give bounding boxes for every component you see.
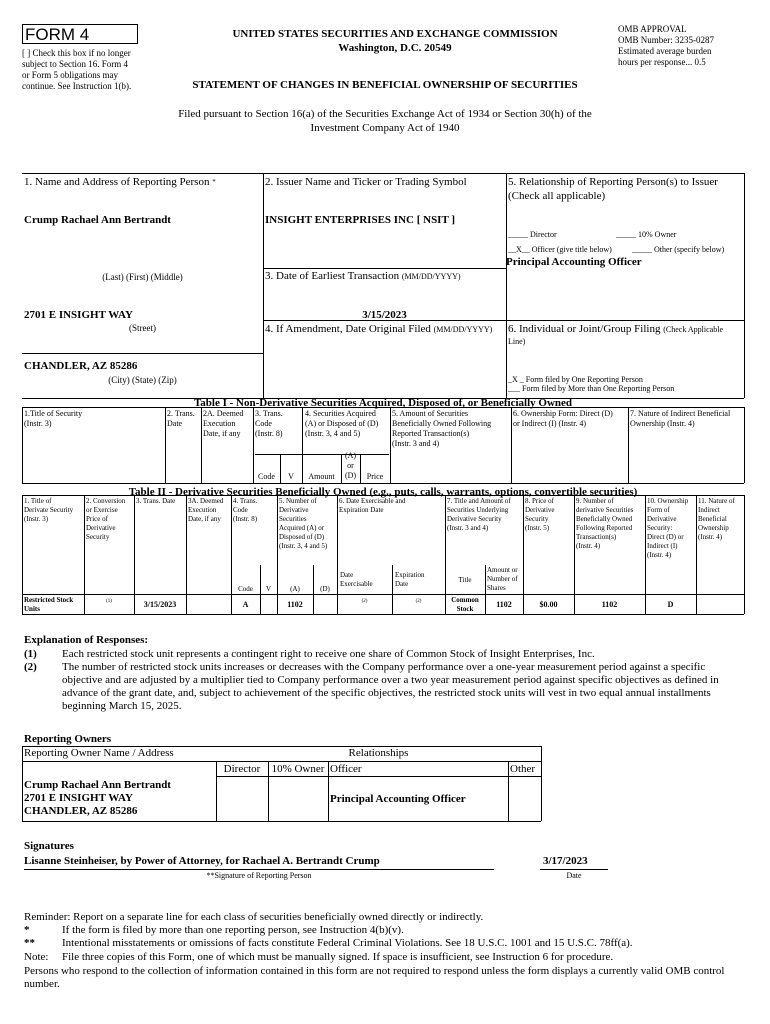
t2-col-nature (698, 497, 735, 542)
t2-header-line: Date, if any (188, 515, 221, 523)
t2-sub-line: Exercisable (340, 580, 373, 588)
owners-col-relationships: Relationships (348, 747, 409, 759)
t2-col-title (24, 497, 84, 524)
t2-header-line: Price of (86, 515, 108, 523)
t2-sub-line: Number of (487, 575, 518, 583)
t1-header-line: 1.Title of Security (24, 409, 83, 418)
explanation-text: Each restricted stock unit represents a contingent right to receive one share of Common Stock of Insight Enterprises, Inc. (62, 648, 595, 660)
t2-sub-line: Date (340, 571, 354, 579)
owners-col-other: Other (510, 763, 536, 775)
owners-heading: Reporting Owners (24, 733, 112, 745)
t2-row-owned: 1102 (601, 600, 618, 609)
t2-header-line: Security: (647, 524, 673, 532)
t2-header-line: 4. Trans. (233, 497, 258, 505)
agency-location: Washington, D.C. 20549 (338, 42, 452, 54)
t2-header-line: 11. Nature of (698, 497, 735, 505)
owner-officer-title: Principal Accounting Officer (330, 793, 466, 805)
t2-header-line: 2. Conversion (86, 497, 126, 505)
t2-header-line: Security (86, 533, 110, 541)
rel-director[interactable]: _____ Director (508, 230, 557, 239)
checkbox-note-line: [ ] Check this box if no longer (22, 48, 131, 58)
t1-header-line: Code (255, 419, 272, 428)
reporting-city: CHANDLER, AZ 85286 (24, 360, 138, 372)
explanation-num: (2) (24, 661, 37, 673)
label-text: 3. Date of Earliest Transaction (265, 270, 400, 282)
t2-header-line: Disposed of (D) (279, 533, 325, 541)
t2-row-trans-date: 3/15/2023 (143, 600, 177, 609)
t2-header-line: Beneficially Owned (576, 515, 633, 523)
t2-header-line: Derivative (647, 515, 677, 523)
signature-label: **Signature of Reporting Person (206, 871, 312, 880)
t1-col-title (24, 409, 82, 429)
footer-star-text: Intentional misstatements or omissions of facts constitute Federal Criminal Violations. See 18 U.S.C. 1001 and 15 U.S.C. 78ff(a). (62, 937, 633, 949)
table1-title: Table I - Non-Derivative Securities Acquired, Disposed of, or Beneficially Owned (193, 397, 573, 409)
t1-col-nature (630, 409, 730, 429)
t2-header-line: (Instr. 5) (525, 524, 550, 532)
t2-header-line: 7. Title and Amount of (447, 497, 511, 505)
t2-sub-d: (D) (320, 585, 330, 593)
owners-col-name: Reporting Owner Name / Address (24, 747, 174, 759)
street-label: (Street) (129, 323, 156, 333)
t2-col-underlying (447, 497, 511, 533)
t2-header-line: (Instr. 4) (698, 533, 723, 541)
footer-star-mark: ** (24, 937, 35, 949)
t1-col-date (167, 409, 195, 429)
t2-header-line: 5. Number of (279, 497, 317, 505)
footer-note-text: File three copies of this Form, one of which must be manually signed. If space is insufficient, see Instruction 6 for procedure. (62, 951, 614, 963)
t2-header-line: Indirect (I) (647, 542, 678, 550)
table2-title: Table II - Derivative Securities Beneficially Owned (e.g., puts, calls, warrants, options, convertible securities) (128, 486, 638, 498)
t2-header-line: Ownership (698, 524, 729, 532)
omb-burden: Estimated average burden (618, 46, 712, 56)
owner-name-address (24, 779, 171, 818)
t1-col-ownership (513, 409, 613, 429)
t2-header-line: 9. Number of (576, 497, 614, 505)
signatures-heading: Signatures (24, 840, 74, 852)
signature-date: 3/17/2023 (543, 855, 588, 867)
t1-sub-line: or (347, 461, 354, 470)
t2-header-line: 1. Title of (24, 497, 52, 505)
t1-sub-a-or-d (341, 451, 360, 481)
t2-row-title (445, 596, 485, 614)
t2-sub-date-exercisable (340, 571, 373, 589)
t1-header-line: 3. Trans. (255, 409, 283, 418)
t2-sub-line: Amount or (487, 566, 518, 574)
reporting-street: 2701 E INSIGHT WAY (24, 309, 133, 321)
t2-header-line: 10. Ownership (647, 497, 689, 505)
t2-header-line: Form of (647, 506, 670, 514)
label-format: (MM/DD/YYYY) (401, 272, 461, 281)
t2-header-line: Derivative (86, 524, 116, 532)
t1-col-amount (392, 409, 491, 449)
t2-col-code (233, 497, 257, 524)
reporting-person-name: Crump Rachael Ann Bertrandt (24, 214, 171, 226)
t2-header-line: Derivative (525, 506, 555, 514)
omb-burden: hours per response... 0.5 (618, 57, 706, 67)
t2-col-trans-date (136, 497, 175, 506)
label-relationship: 5. Relationship of Reporting Person(s) to Issuer (508, 176, 718, 188)
t1-header-line: Ownership (Instr. 4) (630, 419, 695, 428)
t2-header-line: Indirect (698, 506, 720, 514)
t2-row-acquired: 1102 (287, 600, 303, 609)
t1-header-line: 7. Nature of Indirect Beneficial (630, 409, 731, 418)
t2-header-line: Securities Underlying (447, 506, 509, 514)
t2-header-line: 8. Price of (525, 497, 554, 505)
omb-title: OMB APPROVAL (618, 24, 687, 34)
t1-col-deemed (203, 409, 243, 439)
t2-header-line: Beneficial (698, 515, 727, 523)
t2-sub-a: (A) (290, 585, 300, 593)
t1-header-line: Date (167, 419, 183, 428)
t2-header-line: Expiration Date (339, 506, 384, 514)
t2-sub-line: Date (395, 580, 409, 588)
owner-line: 2701 E INSIGHT WAY (24, 792, 133, 804)
name-parts-label: (Last) (First) (Middle) (102, 272, 183, 282)
t2-header-line: Securities (279, 515, 307, 523)
t2-sub-code: Code (238, 585, 253, 593)
t2-sub-title: Title (458, 576, 472, 584)
t1-sub-amount: Amount (308, 472, 335, 481)
t1-header-line: Date, if any (203, 429, 241, 438)
t2-row-expiration: (2) (415, 599, 422, 604)
label-earliest-date (265, 270, 461, 283)
label-issuer: 2. Issuer Name and Ticker or Trading Symbol (265, 176, 467, 188)
owners-col-officer: Officer (330, 763, 362, 775)
rel-other[interactable]: _____ Other (specify below) (632, 245, 725, 254)
t1-header-line: Execution (203, 419, 236, 428)
t2-header-line: derivative Securities (576, 506, 634, 514)
officer-title: Principal Accounting Officer (506, 256, 642, 268)
agency-title: UNITED STATES SECURITIES AND EXCHANGE COMMISSION (232, 28, 558, 40)
earliest-date: 3/15/2023 (362, 309, 407, 321)
t2-sub-line: Shares (487, 584, 506, 592)
t2-sub-line: Expiration (395, 571, 425, 579)
t1-header-line: (Instr. 3, 4 and 5) (305, 429, 361, 438)
t1-col-code (255, 409, 283, 439)
explanation-heading: Explanation of Responses: (24, 634, 149, 646)
t1-header-line: (Instr. 3) (24, 419, 52, 428)
t2-header-line: 6. Date Exercisable and (339, 497, 406, 505)
checkbox-note-line: continue. See Instruction 1(b). (22, 81, 132, 91)
label-text: 6. Individual or Joint/Group Filing (508, 323, 661, 335)
t2-row-code: A (242, 600, 249, 609)
t2-row-line: Common (451, 596, 479, 604)
owner-line: Crump Rachael Ann Bertrandt (24, 779, 171, 791)
t1-header-line: (Instr. 3 and 4) (392, 439, 440, 448)
t2-header-line: (Instr. 3, 4 and 5) (279, 542, 328, 550)
footer-reminder: Reminder: Report on a separate line for each class of securities beneficially owned directly or indirectly. (24, 911, 484, 923)
t2-header-line: Code (233, 506, 248, 514)
t1-header-line: or Indirect (I) (Instr. 4) (513, 419, 587, 428)
t2-col-number (279, 497, 327, 551)
footer-star-text: If the form is filed by more than one reporting person, see Instruction 4(b)(v). (62, 924, 404, 936)
label-amendment (265, 323, 492, 336)
t2-header-line: (Instr. 3) (24, 515, 49, 523)
label-text: 1. Name and Address of Reporting Person (24, 176, 210, 188)
rel-officer[interactable]: __X__ Officer (give title below) (508, 245, 612, 254)
label-note: (Check Applicable (663, 325, 723, 334)
filed-pursuant: Filed pursuant to Section 16(a) of the Securities Exchange Act of 1934 or Section 30(h) of the (178, 108, 592, 120)
omb-number: OMB Number: 3235-0287 (618, 35, 714, 45)
t1-header-line: (Instr. 8) (255, 429, 283, 438)
explanation-text: The number of restricted stock units increases or decreases with the Company performance over a one-year measurement period against a specific objective and are adjusted by a multiplier tied to Company performance over a two year measurement period against specific objectives as defined in advance of the grant date, and, subject to achievement of the specific objectives, the restricted stock units will vest in two equal annual installments beginning March 15, 2025. (62, 661, 719, 712)
owners-col-10pct: 10% Owner (271, 763, 325, 775)
city-label: (City) (State) (Zip) (108, 375, 177, 385)
t2-header-line: Derivate Security (24, 506, 74, 514)
t2-sub-amount (487, 566, 518, 593)
t2-header-line: Execution (188, 506, 217, 514)
filing-multiple-persons[interactable]: ___ Form filed by More than One Reporting Person (508, 384, 675, 393)
t2-row-line: Stock (456, 605, 474, 613)
t2-header-line: (Instr. 8) (233, 515, 258, 523)
label-text: 4. If Amendment, Date Original Filed (265, 323, 431, 335)
t2-row-line: Units (24, 605, 40, 613)
t2-col-price (525, 497, 555, 533)
checkbox-note-line: subject to Section 16. Form 4 (22, 59, 128, 69)
t1-header-line: Beneficially Owned Following (392, 419, 492, 428)
t2-row-amount: 1102 (496, 600, 512, 609)
t1-sub-line: (D) (344, 471, 357, 480)
date-label: Date (566, 871, 582, 880)
t2-sub-v: V (265, 585, 272, 593)
t1-sub-line: (A) (344, 451, 357, 460)
t2-row-conversion: (1) (106, 599, 112, 604)
t1-header-line: (A) or Disposed of (D) (305, 419, 379, 428)
t2-header-line: (Instr. 3 and 4) (447, 524, 489, 532)
form-title: FORM 4 (25, 25, 90, 44)
footer-star-mark: * (24, 924, 30, 936)
t1-header-line: 5. Amount of Securities (392, 409, 468, 418)
owners-col-director: Director (223, 763, 261, 775)
t1-header-line: Reported Transaction(s) (392, 429, 470, 438)
checkbox-note[interactable] (22, 48, 162, 92)
t2-col-deemed (188, 497, 223, 524)
rel-10pct-owner[interactable]: _____ 10% Owner (616, 230, 677, 239)
t2-header-line: Security (525, 515, 549, 523)
t2-header-line: 3. Trans. Date (136, 497, 176, 505)
t2-header-line: Direct (D) or (647, 533, 684, 541)
label-filing-note: Line) (508, 337, 526, 346)
footer-persons: Persons who respond to the collection of information contained in this form are not required to respond unless the form displays a currently valid OMB control number. (24, 965, 725, 990)
t2-col-owned (576, 497, 633, 551)
filing-one-person[interactable]: _X _ Form filed by One Reporting Person (508, 375, 643, 384)
t2-header-line: (Instr. 4) (576, 542, 601, 550)
filed-pursuant: Investment Company Act of 1940 (310, 122, 460, 134)
t2-col-form (647, 497, 688, 560)
t2-header-line: 3A. Deemed (188, 497, 224, 505)
t2-row-price: $0.00 (539, 600, 558, 609)
t2-header-line: Following Reported (576, 524, 633, 532)
label-relationship-note: (Check all applicable) (508, 190, 606, 202)
t2-header-line: Derivative Security (447, 515, 502, 523)
t1-header-line: 2. Trans. (167, 409, 195, 418)
label-name-address (24, 176, 216, 189)
t1-col-securities (305, 409, 378, 439)
t2-row-line: Restricted Stock (24, 596, 74, 604)
t2-row-date-exercisable: (2) (361, 599, 368, 604)
t2-header-line: Transaction(s) (576, 533, 617, 541)
t1-header-line: 4. Securities Acquired (305, 409, 376, 418)
signature-name: Lisanne Steinheiser, by Power of Attorney, for Rachael A. Bertrandt Crump (24, 855, 380, 867)
label-mark: * (212, 178, 216, 186)
t2-col-conversion (86, 497, 125, 542)
t1-sub-v: V (288, 472, 294, 481)
t1-sub-price: Price (366, 472, 384, 481)
footer-note-mark: Note: (24, 951, 49, 963)
statement-title: STATEMENT OF CHANGES IN BENEFICIAL OWNERSHIP OF SECURITIES (192, 79, 578, 91)
label-format: (MM/DD/YYYY) (433, 325, 493, 334)
t2-row-form: D (667, 600, 674, 609)
t2-header-line: Derivative (279, 506, 309, 514)
issuer-name: INSIGHT ENTERPRISES INC [ NSIT ] (265, 214, 456, 226)
t2-header-line: or Exercise (86, 506, 118, 514)
t2-row-security (24, 596, 73, 614)
t2-sub-expiration (395, 571, 425, 589)
t1-header-line: 6. Ownership Form: Direct (D) (513, 409, 613, 418)
omb-approval (618, 24, 758, 68)
t2-col-dates (339, 497, 405, 515)
owner-line: CHANDLER, AZ 85286 (24, 805, 138, 817)
explanation-num: (1) (24, 648, 37, 660)
t1-sub-code: Code (258, 472, 275, 481)
t2-header-line: (Instr. 4) (647, 551, 672, 559)
checkbox-note-line: or Form 5 obligations may (22, 70, 118, 80)
t2-header-line: Acquired (A) or (279, 524, 325, 532)
label-filing (508, 323, 744, 336)
t1-header-line: 2A. Deemed (203, 409, 244, 418)
